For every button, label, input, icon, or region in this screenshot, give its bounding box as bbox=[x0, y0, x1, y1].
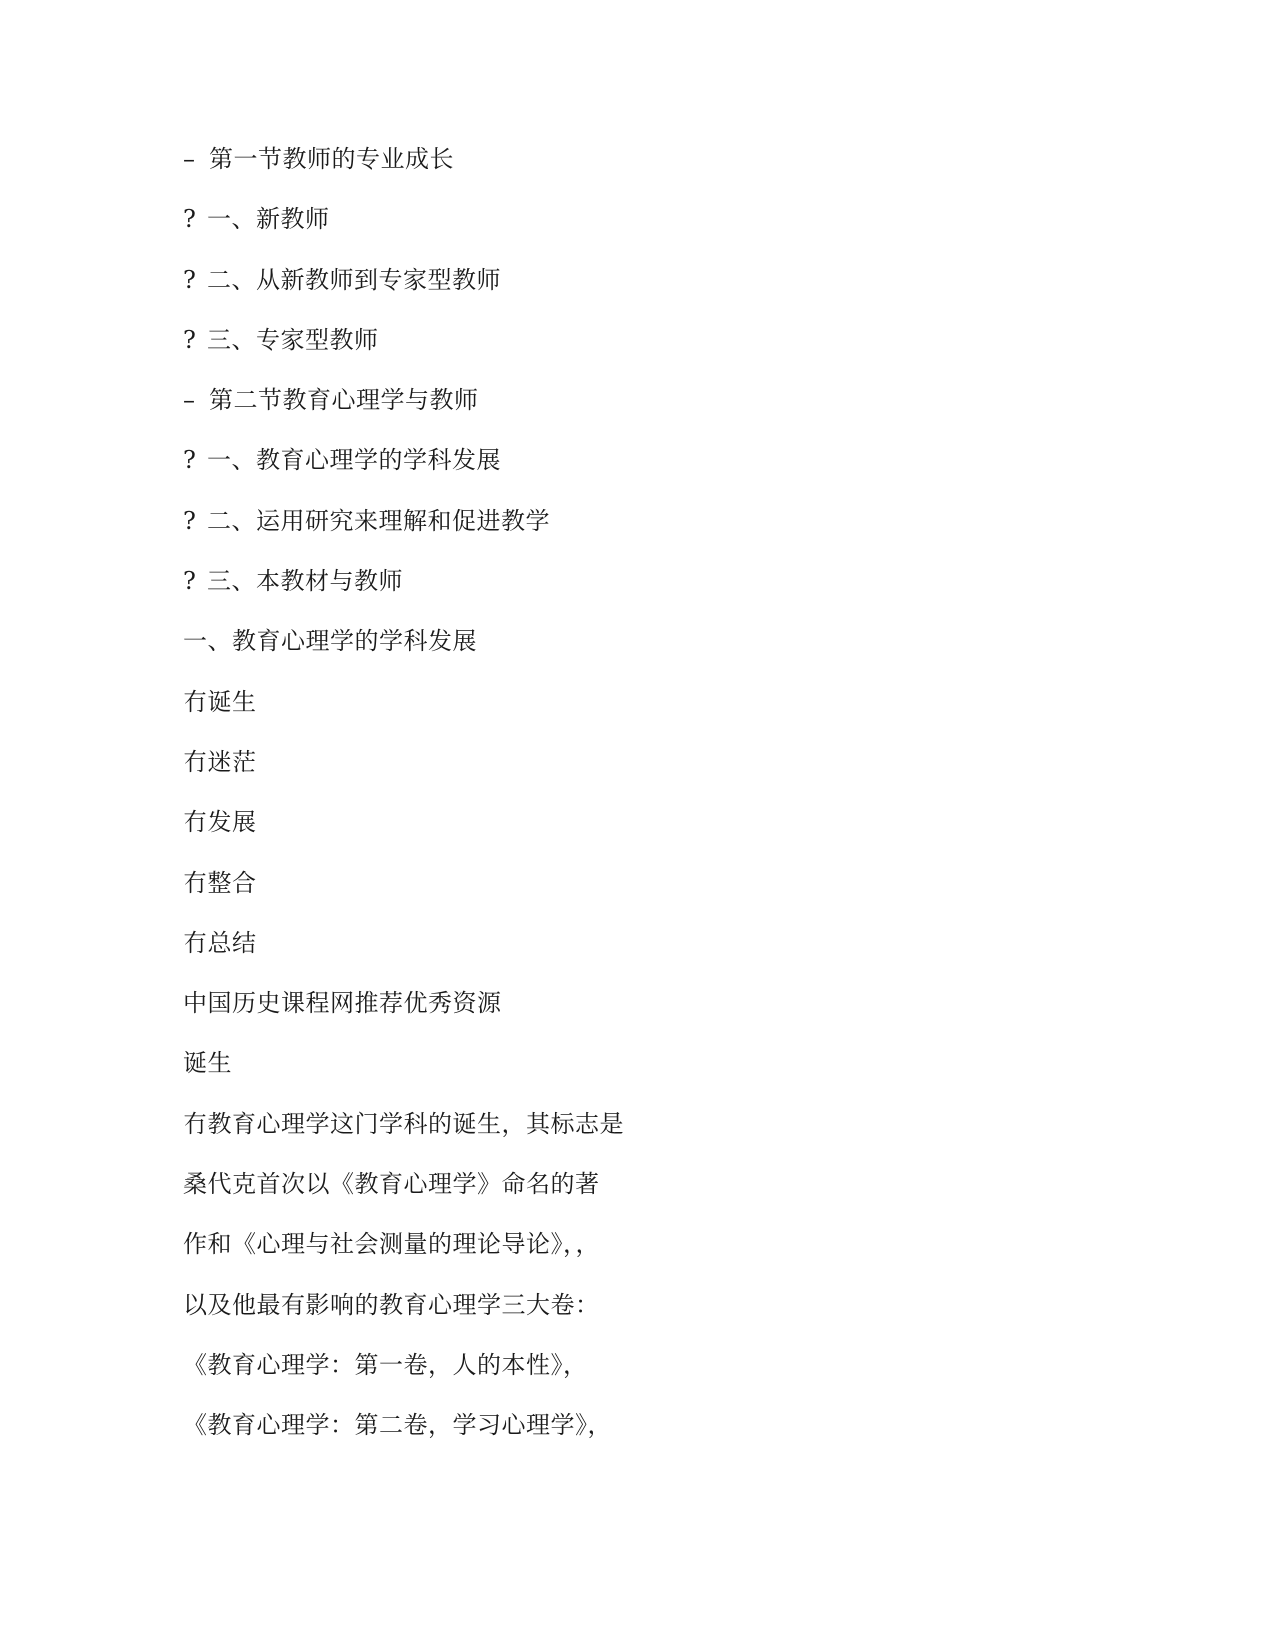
document-body bbox=[183, 142, 1083, 1469]
outline-item bbox=[183, 323, 1083, 383]
topic-heading: 诞生 bbox=[183, 1049, 232, 1078]
outline-text: 一、教育心理学的学科发展 bbox=[207, 446, 501, 475]
question-mark-bullet: ? bbox=[183, 205, 197, 234]
paragraph-line: 作和《心理与社会测量的理论导论》，， bbox=[183, 1230, 600, 1259]
outline-item bbox=[183, 142, 1083, 202]
paragraph-line: 《教育心理学：第一卷，人的本性》， bbox=[183, 1350, 588, 1379]
paragraph-line: 以及他最有影响的教育心理学三大卷： bbox=[183, 1290, 600, 1319]
outline-text: 二、运用研究来理解和促进教学 bbox=[207, 506, 550, 535]
paragraph-line: 桑代克首次以《教育心理学》命名的著 bbox=[183, 1170, 600, 1199]
section-heading: 第一节教师的专业成长 bbox=[209, 145, 454, 173]
outline-item bbox=[183, 263, 1083, 323]
paragraph-line: 《教育心理学：第二卷，学习心理学》， bbox=[183, 1411, 612, 1440]
stage-item: 冇发展 bbox=[183, 808, 257, 837]
outline-text: 三、专家型教师 bbox=[207, 325, 379, 354]
stage-item: ‍冇诞生 bbox=[183, 687, 257, 716]
stage-item: 冇总结 bbox=[183, 928, 257, 957]
question-mark-bullet: ? bbox=[183, 506, 197, 535]
question-mark-bullet: ? bbox=[183, 567, 197, 596]
resource-note: 中国历史课程网推荐优秀资源 bbox=[183, 989, 502, 1018]
outline-text: 二、从新教师到专家型教师 bbox=[207, 265, 501, 294]
question-mark-bullet: ? bbox=[183, 265, 197, 294]
paragraph-line: 冇教育心理学这门学科的诞生，其标志是 bbox=[183, 1109, 624, 1138]
outline-text: 三、本教材与教师 bbox=[207, 567, 403, 596]
outline-item bbox=[183, 564, 1083, 624]
section-heading: 第二节教育心理学与教师 bbox=[209, 386, 479, 415]
outline-item bbox=[183, 202, 1083, 262]
dash-bullet: – bbox=[183, 386, 196, 415]
dash-bullet: – bbox=[183, 145, 196, 173]
stage-item: 冇整合 bbox=[183, 868, 257, 897]
question-mark-bullet: ? bbox=[183, 325, 197, 354]
outline-text: 一、新教师 bbox=[207, 205, 330, 234]
question-mark-bullet: ? bbox=[183, 446, 197, 475]
stage-item: 冇迷茫 bbox=[183, 747, 257, 776]
outline-item bbox=[183, 443, 1083, 503]
subsection-heading: 一、教育心理学的学科发展 bbox=[183, 627, 477, 656]
outline-item bbox=[183, 383, 1083, 443]
outline-item bbox=[183, 504, 1083, 564]
